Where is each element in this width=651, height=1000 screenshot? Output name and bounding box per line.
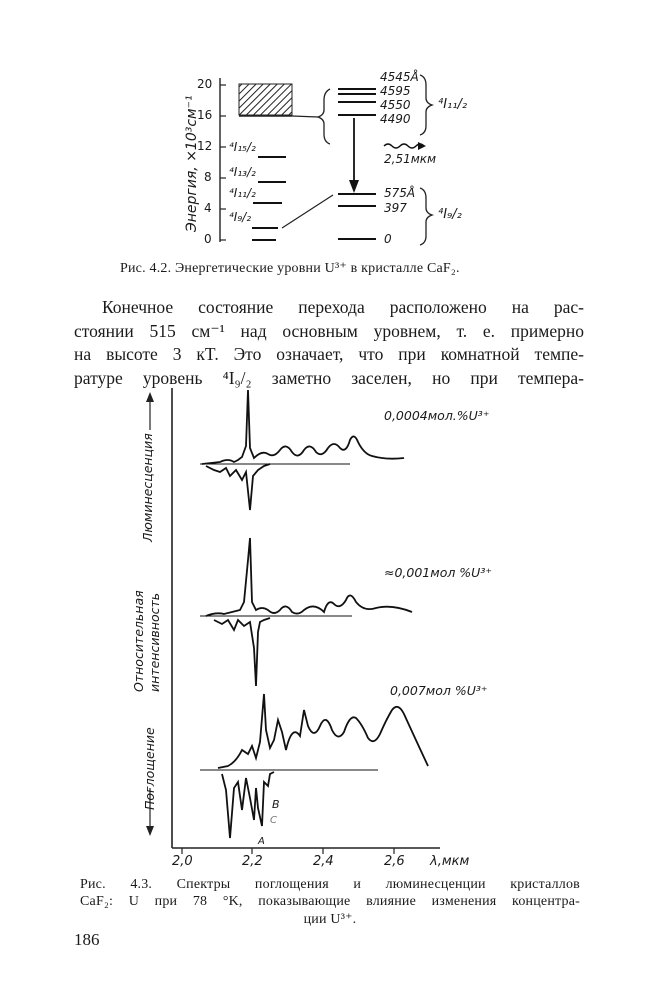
y-tick: 0 (204, 232, 212, 246)
energy-level-diagram (0, 0, 651, 265)
x-tick: 2,6 (384, 854, 405, 869)
y-ticks (220, 85, 226, 240)
y-label-relative-1: Относительная (131, 590, 146, 692)
body-line: Конечное состояние перехода расположено на рас- (102, 297, 584, 317)
body-line: стоянии 515 см⁻¹ над основным уровнем, т. е. примерно (74, 320, 584, 341)
concentration-label: ≈0,001мол %U³⁺ (384, 565, 492, 580)
upper-bracket (318, 89, 330, 144)
spectra-plot (0, 380, 651, 870)
y-tick: 16 (197, 108, 213, 122)
level-label: ⁴I₁₃/₂ (229, 165, 256, 179)
spectrum-1 (200, 390, 404, 510)
peak-label: A (258, 836, 265, 847)
peak-label: C (270, 815, 277, 826)
lower-right-brace (420, 188, 432, 245)
y-label-absorption: Поглощение (142, 727, 157, 810)
body-line: ратуре уровень ⁴I₉/₂ заметно заселен, но при темпера- (74, 367, 584, 388)
upper-group-label: ⁴I₁₁/₂ (438, 97, 468, 112)
down-arrow-icon (146, 826, 154, 836)
up-arrow-icon (146, 392, 154, 402)
figure-4-3-caption-line: ции U³⁺. (303, 912, 357, 927)
upper-lines (338, 89, 376, 115)
upper-line-value: 4545Å (380, 70, 419, 84)
x-tick: 2,4 (313, 854, 334, 869)
figure-4-3-caption-line: CaF₂: U при 78 °K, показывающие влияние изменения концентра- (80, 894, 580, 909)
lower-lines (338, 194, 376, 239)
x-tick: 2,2 (242, 854, 263, 869)
figure-4-3-caption-line: Рис. 4.3. Спектры поглощения и люминесценции кристаллов (80, 877, 580, 892)
upper-line-value: 4550 (380, 98, 411, 112)
body-paragraph (74, 296, 584, 390)
level-label: ⁴I₉/₂ (229, 210, 252, 224)
hatched-band (239, 84, 292, 115)
page-number: 186 (74, 930, 100, 949)
spectrum-3 (200, 694, 428, 838)
peak-label: B (272, 798, 280, 811)
y-tick: 20 (197, 77, 213, 91)
y-tick: 12 (197, 139, 213, 153)
level-label: ⁴I₁₁/₂ (229, 186, 256, 200)
upper-right-brace (420, 75, 432, 135)
x-tick: 2,0 (172, 854, 193, 869)
upper-line-value: 4595 (380, 84, 411, 98)
y-label-relative-2: интенсивность (147, 592, 162, 692)
upper-line-value: 4490 (380, 112, 411, 126)
emission-label: 2,51мкм (384, 152, 437, 166)
y-tick: 4 (204, 201, 212, 215)
y-label-luminescence: Люминесценция (140, 433, 155, 542)
lower-line-value: 397 (384, 201, 407, 215)
y-axis-label: Энергия, ×10³см⁻¹ (184, 95, 200, 232)
lower-group-label: ⁴I₉/₂ (438, 207, 462, 222)
figure-4-2-caption: Рис. 4.2. Энергетические уровни U³⁺ в кристалле CaF₂. (120, 261, 460, 276)
lower-line-value: 0 (384, 232, 392, 246)
level-bars (252, 157, 286, 240)
spectrum-2 (200, 538, 412, 686)
y-tick: 8 (204, 170, 212, 184)
body-line: на высоте 3 кT. Это означает, что при комнатной темпе- (74, 344, 584, 364)
x-axis-unit: λ,мкм (430, 854, 470, 869)
concentration-label: 0,007мол %U³⁺ (390, 683, 488, 698)
concentration-label: 0,0004мол.%U³⁺ (384, 408, 490, 423)
lower-line-value: 575Å (384, 186, 416, 200)
x-axis-ticks (182, 848, 394, 854)
level-label: ⁴I₁₅/₂ (229, 140, 256, 154)
